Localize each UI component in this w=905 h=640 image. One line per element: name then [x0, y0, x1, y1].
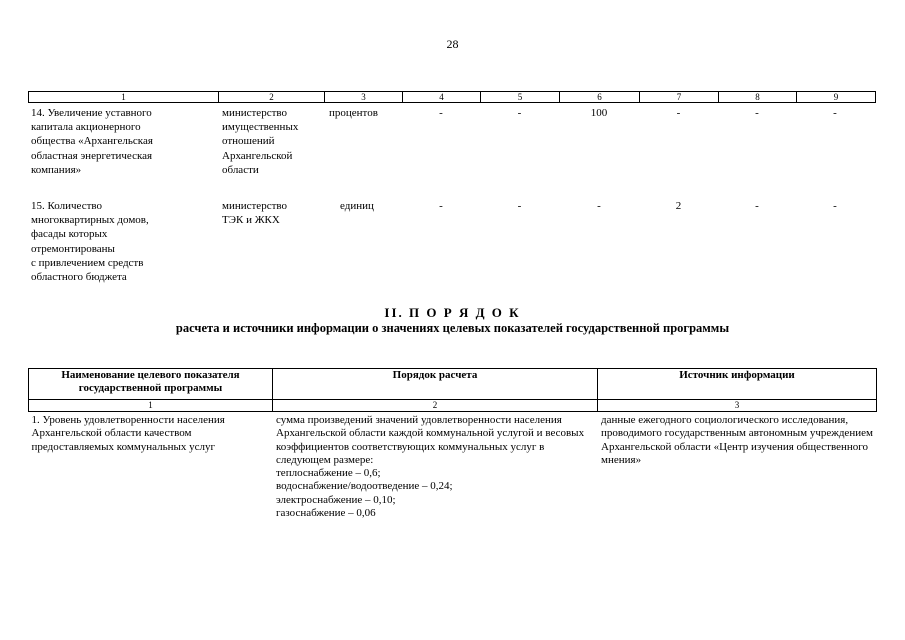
column-index-8: 8: [719, 92, 797, 102]
column-index-5: 5: [481, 92, 560, 102]
unit: процентов: [329, 107, 378, 119]
header-indicator-name: Наименование целевого показателя государственной программы: [29, 369, 273, 400]
calculation-item: электроснабжение – 0,10;: [276, 493, 396, 506]
column-index-6: 6: [560, 92, 640, 102]
section-subtitle: расчета и источники информации о значениях целевых показателей государственной программы: [175, 321, 730, 335]
value-cell: -: [833, 107, 837, 119]
column-index-2: 2: [219, 92, 325, 102]
indicator-name: 14. Увеличение уставного капитала акционерного общества «Архангельская областная энергетическая компания»: [31, 107, 153, 176]
table-row: [28, 106, 876, 181]
calculation-intro: сумма произведений значений удовлетворенности населения Архангельской области каждой коммунальной услугой и весовых коэффициентов соответствующих коммунальных услуг в следующем размере:: [276, 414, 585, 466]
indicator-name: 1. Уровень удовлетворенности населения Архангельской области качеством предоставляемых коммунальных услуг: [31, 414, 225, 453]
calculation-table: [28, 368, 877, 520]
calculation-item: газоснабжение – 0,06: [276, 507, 376, 520]
value-cell: -: [517, 200, 522, 212]
header-information-source: Источник информации: [598, 369, 877, 400]
value-cell: -: [676, 107, 681, 119]
header-calculation-order: Порядок расчета: [273, 369, 598, 400]
value-cell: 2: [675, 200, 682, 212]
column-index-2: 2: [273, 400, 598, 412]
calculation-item: водоснабжение/водоотведение – 0,24;: [276, 480, 453, 493]
responsible-body: министерство имущественных отношений Архангельской области: [222, 107, 299, 176]
responsible-body: министерство ТЭК и ЖКХ: [222, 200, 288, 227]
value-cell: -: [439, 107, 443, 119]
value-cell: -: [517, 107, 522, 119]
value-cell: -: [755, 200, 759, 212]
value-cell: -: [597, 200, 601, 212]
table-row: [29, 412, 877, 521]
indicator-name: 15. Количество многоквартирных домов, фасады которых отремонтированы с привлечением средств областного бюджета: [31, 200, 149, 284]
column-index-1: 1: [29, 92, 219, 102]
information-source: данные ежегодного социологического исследования, проводимого государственным автономным учреждением Архангельской области «Центр изучения общественного мнения»: [601, 414, 873, 466]
column-index-4: 4: [403, 92, 481, 102]
table-row: [28, 199, 876, 289]
value-cell: 100: [590, 107, 608, 119]
unit: единиц: [340, 200, 374, 212]
column-index-1: 1: [29, 400, 273, 412]
calculation-item: теплоснабжение – 0,6;: [276, 467, 381, 480]
section-title: II. П О Р Я Д О К: [384, 305, 521, 320]
column-index-3: 3: [325, 92, 403, 102]
value-cell: -: [755, 107, 759, 119]
column-index-9: 9: [833, 92, 839, 102]
value-cell: -: [439, 200, 443, 212]
value-cell: -: [833, 200, 837, 212]
calculation-order: [273, 412, 598, 521]
column-index-3: 3: [598, 400, 877, 412]
column-index-7: 7: [640, 92, 719, 102]
table-index-row: [29, 400, 877, 412]
page-number: 28: [446, 37, 459, 51]
table-header-row: [29, 369, 877, 400]
indicator-table-header: [28, 91, 876, 103]
